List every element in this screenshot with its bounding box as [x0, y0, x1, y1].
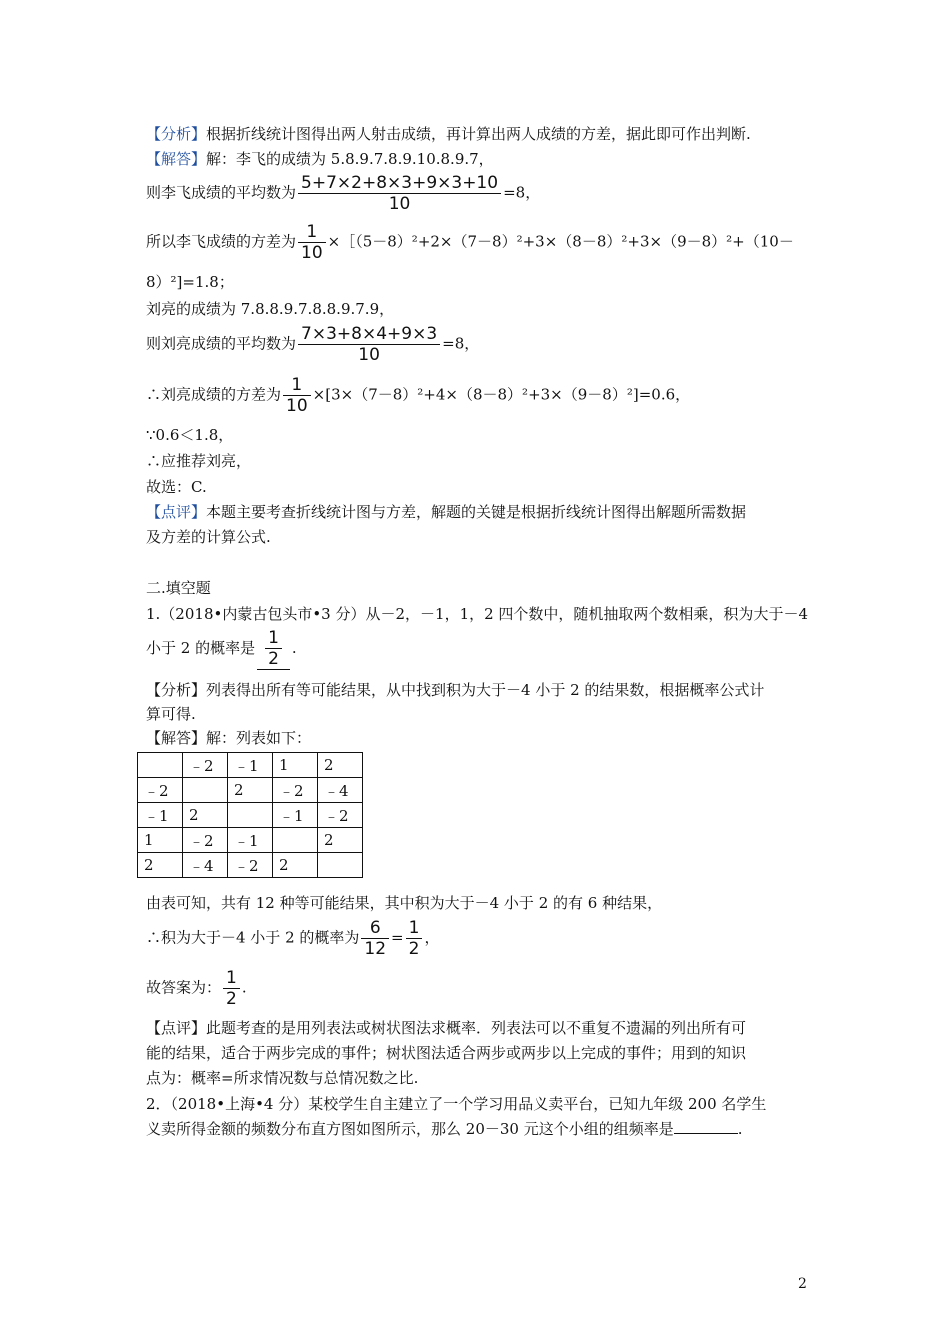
conclusion-line: ∴应推荐刘亮， — [146, 452, 252, 470]
final-answer-line: 故答案为： $\frac{1}{2}$ . — [146, 968, 247, 1009]
fraction: $\frac{7\times 3+8\times 4+9\times 3}{10}$ — [298, 324, 440, 365]
liuliang-scores-line: 刘亮的成绩为 7.8.8.9.7.8.8.9.7.9， — [146, 300, 395, 318]
comparison-line: ∵0.6＜1.8， — [146, 426, 234, 444]
table-row: ﹣2 ﹣1 1 2 — [138, 753, 363, 778]
fraction: $\frac{1}{2}$ — [223, 968, 240, 1009]
question-2-line-2: 义卖所得金额的频数分布直方图如图所示，那么 20－30 元这个小组的组频率是 . — [146, 1120, 743, 1138]
comment-line: 【点评】本题主要考查折线统计图与方差，解题的关键是根据折线统计图得出解题所需数据 — [146, 503, 747, 521]
table-row: 1 ﹣2 ﹣1 2 — [138, 828, 363, 853]
comment-tag: 【点评】 — [146, 503, 207, 521]
table-row: 2 ﹣4 ﹣2 2 — [138, 853, 363, 878]
table-row: ﹣1 2 ﹣1 ﹣2 — [138, 803, 363, 828]
lifei-mean-line: 则李飞成绩的平均数为 $\frac{5+7\times 2+8\times 3+9\times 3+10}{10}$ =8， — [146, 173, 541, 214]
lifei-variance-result: 8）²]=1.8； — [146, 273, 234, 291]
analysis-line-2b: 算可得. — [146, 705, 196, 723]
question-1-line-2: 小于 2 的概率是 $\frac{1}{2}$ . — [146, 628, 297, 669]
answer-blank — [674, 1119, 738, 1134]
question-1-line-1: 1.（2018•内蒙古包头市•3 分）从－2，－1，1，2 四个数中，随机抽取两个数相乘，积为大于－4 — [146, 605, 808, 623]
analysis-line: 【分析】根据折线统计图得出两人射击成绩，再计算出两人成绩的方差，据此即可作出判断. — [146, 125, 751, 143]
probability-line: ∴积为大于－4 小于 2 的概率为 $\frac{6}{12}$ = $\frac{1}{2}$ ， — [146, 918, 440, 959]
question-2-line-1: 2．（2018•上海•4 分）某校学生自主建立了一个学习用品义卖平台，已知九年级 200 名学生 — [146, 1095, 767, 1113]
answer-line: 故选：C. — [146, 478, 207, 496]
product-table — [137, 752, 363, 878]
fraction: $\frac{1}{10}$ — [298, 222, 326, 263]
fraction: $\frac{1}{2}$ — [406, 918, 423, 959]
fraction: $\frac{5+7\times 2+8\times 3+9\times 3+10}{10}$ — [298, 173, 501, 214]
comment-line-2: 及方差的计算公式. — [146, 528, 271, 546]
liuliang-variance-line: ∴刘亮成绩的方差为 $\frac{1}{10}$ ×[3×（7－8）²+4×（8－8）²+3×（9－8）²]=0.6， — [146, 375, 691, 416]
comment-2-line-2: 能的结果，适合于两步完成的事件；树状图法适合两步或两步以上完成的事件；用到的知识 — [146, 1044, 747, 1062]
liuliang-mean-line: 则刘亮成绩的平均数为 $\frac{7\times 3+8\times 4+9\times 3}{10}$ =8， — [146, 324, 480, 365]
solution-line-2: 【解答】解：列表如下： — [146, 729, 312, 747]
comment-2-line-1: 【点评】此题考查的是用列表法或树状图法求概率．列表法可以不重复不遗漏的列出所有可 — [146, 1019, 747, 1037]
solution-line: 【解答】解：李飞的成绩为 5.8.9.7.8.9.10.8.9.7， — [146, 150, 494, 168]
solution-tag: 【解答】 — [146, 150, 207, 168]
fraction: $\frac{6}{12}$ — [361, 918, 389, 959]
page-number: 2 — [798, 1276, 807, 1292]
answer-fraction: $\frac{1}{2}$ — [257, 628, 290, 670]
section-title: 二.填空题 — [146, 579, 211, 597]
table-summary-line: 由表可知，共有 12 种等可能结果，其中积为大于－4 小于 2 的有 6 种结果， — [146, 894, 663, 912]
analysis-tag: 【分析】 — [146, 125, 207, 143]
analysis-line-2: 【分析】列表得出所有等可能结果，从中找到积为大于－4 小于 2 的结果数，根据概率公式计 — [146, 681, 765, 699]
comment-2-line-3: 点为：概率=所求情况数与总情况数之比. — [146, 1069, 419, 1087]
table-row: ﹣2 2 ﹣2 ﹣4 — [138, 778, 363, 803]
fraction: $\frac{1}{10}$ — [283, 375, 311, 416]
lifei-variance-line: 所以李飞成绩的方差为 $\frac{1}{10}$ ×［（5－8）²+2×（7－8）²+3×（8－8）²+3×（9－8）²+（10－ — [146, 222, 794, 263]
